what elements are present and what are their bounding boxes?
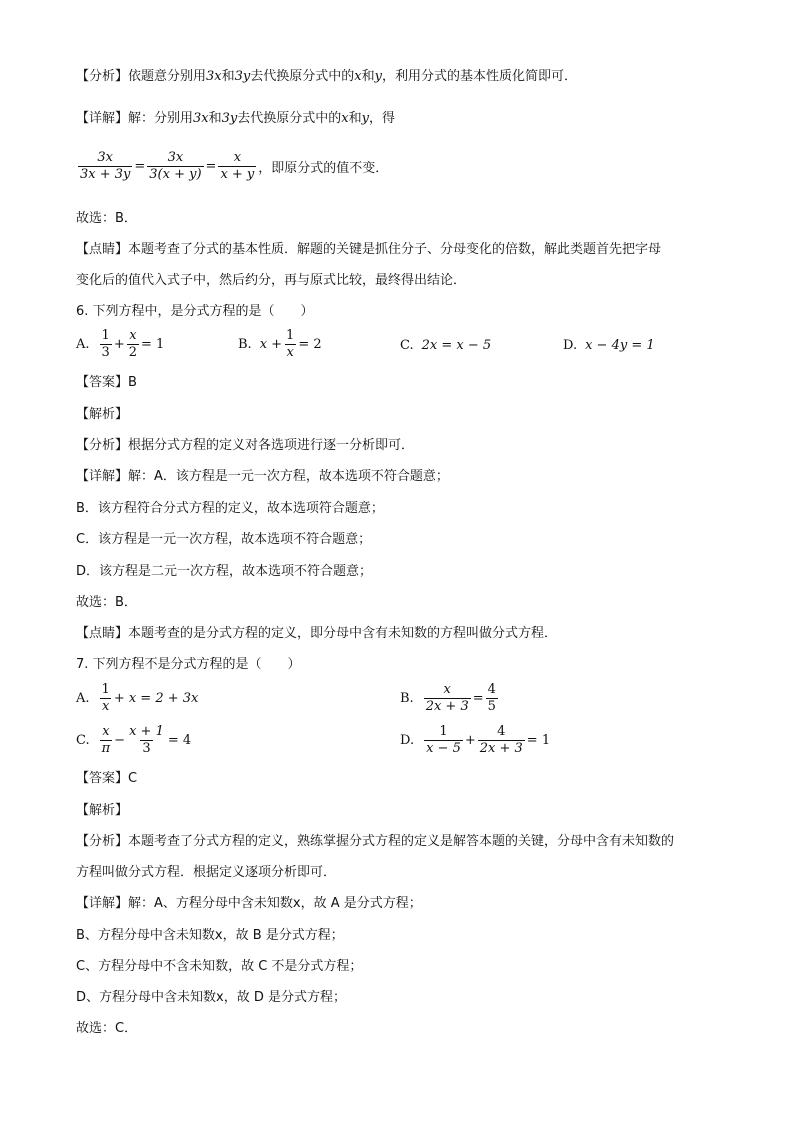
denominator: 2x + 3 [479, 741, 523, 756]
equals: = [205, 159, 217, 174]
option-letter: B. [400, 691, 414, 706]
fraction [218, 150, 256, 183]
math-3x: 3x [193, 111, 209, 126]
text: 和 [208, 111, 222, 126]
text: 去代换原分式中的 [237, 111, 342, 126]
q7-option-d [400, 724, 550, 757]
denominator: 2x + 3 [425, 699, 469, 714]
q5-detail [76, 110, 395, 128]
numerator: 1 [101, 328, 110, 343]
denominator: x − 5 [426, 741, 461, 756]
numerator: 4 [497, 724, 506, 739]
numerator: 4 [487, 682, 496, 697]
fraction [100, 724, 113, 757]
numerator: 1 [286, 328, 295, 343]
denominator: x [102, 699, 110, 714]
math-3x: 3x [206, 69, 222, 84]
math-3y: 3y [234, 69, 251, 84]
denominator: 3x + 3y [80, 167, 131, 182]
label-comment: 【点睛】 [76, 242, 129, 257]
q7-detail-3: C、方程分母中不含未知数，故 C 不是分式方程； [76, 959, 363, 974]
q7-option-b [400, 682, 500, 715]
operator: + [113, 337, 125, 352]
operator: + [464, 733, 476, 748]
text: ，即原分式的值不变． [258, 161, 389, 176]
fraction [127, 328, 139, 361]
denominator: 5 [487, 699, 496, 714]
fraction [127, 724, 166, 757]
q7-analysis-2: 方程叫做分式方程．根据定义逐项分析即可． [76, 865, 337, 880]
math-y: y [361, 111, 370, 126]
fraction [147, 150, 203, 183]
math-x: x [354, 69, 362, 84]
option-letter: D. [400, 733, 415, 748]
option-letter: A. [76, 691, 90, 706]
math: x + [259, 337, 283, 352]
q6-option-a [76, 328, 164, 361]
numerator: x [443, 682, 451, 697]
numerator: 1 [439, 724, 448, 739]
q6-stem: 6. 下列方程中，是分式方程的是（ ） [76, 304, 314, 319]
math: = 4 [167, 733, 192, 748]
text: 和 [348, 111, 362, 126]
text: 本题考查了分式的基本性质．解题的关键是抓住分子、分母变化的倍数，解此类题首先把字母 [128, 242, 662, 257]
numerator: x [129, 328, 137, 343]
q6-option-b [238, 328, 322, 361]
q6-detail-1: 【详解】解：A．该方程是一元一次方程，故本选项不符合题意； [76, 469, 449, 484]
fraction [424, 724, 463, 757]
fraction [486, 682, 498, 715]
fraction [284, 328, 296, 361]
option-letter: C. [400, 338, 414, 353]
q6-choice: 故选：B． [76, 595, 137, 610]
text: ，得 [369, 111, 396, 126]
math-y: y [374, 69, 383, 84]
q5-comment-line1 [76, 241, 661, 259]
math: x − 4y = 1 [585, 338, 655, 353]
q5-equation [76, 150, 388, 183]
q6-option-d [563, 338, 655, 353]
q5-choice: 故选：B． [76, 211, 137, 226]
q6-analysis: 【分析】根据分式方程的定义对各选项进行逐一分析即可． [76, 438, 415, 453]
label-detail: 【详解】 [76, 111, 129, 126]
q7-stem: 7. 下列方程不是分式方程的是（ ） [76, 657, 301, 672]
option-letter: A. [76, 337, 90, 352]
q7-detail-2: B、方程分母中含未知数x，故 B 是分式方程； [76, 928, 344, 943]
operator: = [472, 691, 484, 706]
fraction [424, 682, 471, 715]
q5-comment-line2: 变化后的值代入式子中，然后约分，再与原式比较，最终得出结论． [76, 273, 467, 288]
text: 解：分别用 [128, 111, 194, 126]
numerator: x + 1 [129, 724, 164, 739]
q5-analysis [76, 68, 577, 86]
denominator: x [286, 345, 294, 360]
numerator: 3x [97, 150, 113, 165]
option-letter: D. [563, 338, 578, 353]
label-analysis: 【分析】 [76, 69, 129, 84]
fraction [100, 682, 112, 715]
q7-answer: 【答案】C [76, 771, 138, 786]
math: + x = 2 + 3x [113, 691, 199, 706]
q7-option-c [76, 724, 191, 757]
operator: − [114, 733, 126, 748]
option-letter: C. [76, 733, 90, 748]
q6-detail-3: C．该方程是一元一次方程，故本选项不符合题意； [76, 532, 372, 547]
text: 和 [361, 69, 375, 84]
q7-analysis-1: 【分析】本题考查了分式方程的定义，熟练掌握分式方程的定义是解答本题的关键，分母中含有未知数的 [76, 834, 675, 849]
fraction [478, 724, 525, 757]
denominator: 3 [142, 741, 151, 756]
fraction [78, 150, 132, 183]
denominator: 2 [128, 345, 137, 360]
denominator: x + y [220, 167, 255, 182]
q6-option-c [400, 338, 491, 353]
q6-detail-4: D．该方程是二元一次方程，故本选项不符合题意； [76, 564, 373, 579]
numerator: 3x [167, 150, 184, 165]
numerator: x [102, 724, 110, 739]
math-3y: 3y [221, 111, 238, 126]
numerator: 1 [101, 682, 110, 697]
q6-detail-2: B．该方程符合分式方程的定义，故本选项符合题意； [76, 501, 384, 516]
fraction [100, 328, 112, 361]
math: 2x = x − 5 [421, 338, 492, 353]
text: 和 [221, 69, 235, 84]
math: = 1 [141, 337, 165, 352]
math: = 2 [298, 337, 322, 352]
q7-option-a [76, 682, 198, 715]
math-x: x [341, 111, 349, 126]
q6-comment: 【点睛】本题考查的是分式方程的定义，即分母中含有未知数的方程叫做分式方程． [76, 626, 558, 641]
math: = 1 [526, 733, 551, 748]
denominator: 3 [101, 345, 110, 360]
numerator: x [233, 150, 242, 165]
q7-detail-1: 【详解】解：A、方程分母中含未知数x，故 A 是分式方程； [76, 896, 422, 911]
text: 去代换原分式中的 [250, 69, 355, 84]
option-letter: B. [238, 337, 252, 352]
q7-explain-label: 【解析】 [76, 803, 129, 818]
equals: = [134, 159, 146, 174]
q6-answer: 【答案】B [76, 375, 137, 390]
q7-detail-4: D、方程分母中含未知数x，故 D 是分式方程； [76, 990, 346, 1005]
denominator: π [101, 741, 111, 756]
q6-explain-label: 【解析】 [76, 407, 129, 422]
q7-choice: 故选：C． [76, 1021, 138, 1036]
text: 依题意分别用 [128, 69, 207, 84]
denominator: 3(x + y) [149, 167, 202, 182]
text: ，利用分式的基本性质化简即可． [382, 69, 578, 84]
